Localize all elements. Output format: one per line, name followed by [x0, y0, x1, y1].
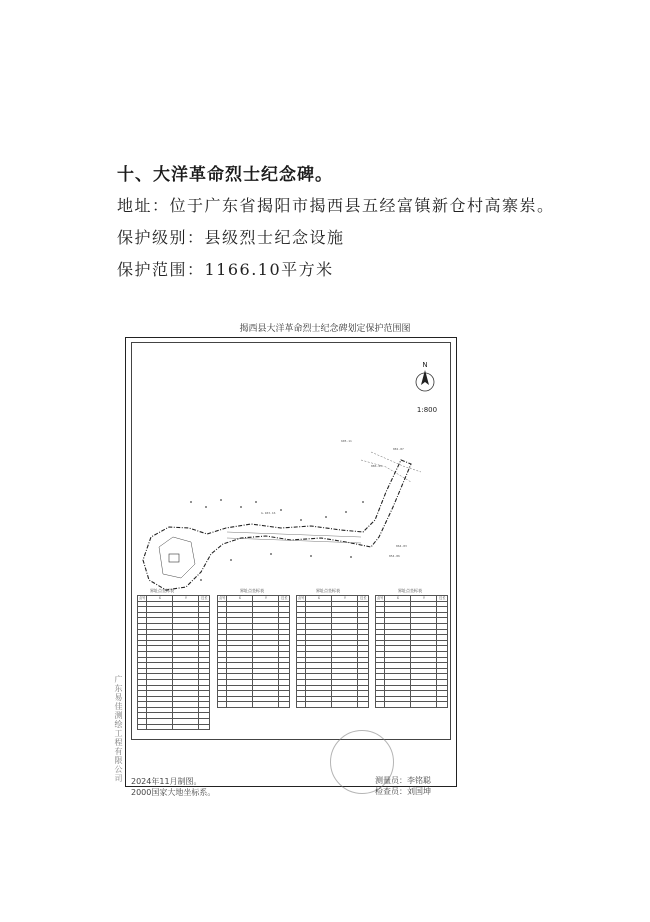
coordinate-table-3: 点号 X Y 边长 — [296, 595, 369, 708]
table-caption-3: 界址点坐标表 — [316, 588, 340, 593]
table-caption-2: 界址点坐标表 — [240, 588, 264, 593]
svg-text:605.11: 605.11 — [341, 439, 352, 443]
address-line: 地址：位于广东省揭阳市揭西县五经富镇新仓村高寨岽。 — [117, 196, 555, 215]
svg-text:854.86: 854.86 — [389, 554, 400, 558]
north-arrow-icon — [416, 361, 434, 391]
scale-label: 1:800 — [416, 406, 438, 414]
coordinate-system: 2000国家大地坐标系。 — [131, 788, 216, 797]
svg-text:886.45: 886.45 — [371, 464, 382, 468]
surveyor: 测量员：李铭聪 — [375, 776, 431, 785]
made-date: 2024年11月制图。 — [131, 777, 202, 786]
coordinate-table-4: 点号 X Y 边长 — [375, 595, 448, 708]
map-title: 揭西县大洋革命烈士纪念碑划定保护范围图 — [239, 324, 411, 334]
protection-level-line: 保护级别：县级烈士纪念设施 — [117, 228, 345, 247]
table-caption-4: 界址点坐标表 — [398, 588, 422, 593]
boundary-map — [131, 342, 451, 592]
coordinate-table-2: 点号 X Y 边长 — [217, 595, 290, 708]
coordinate-table-1: 点号 X Y 边长 — [137, 595, 210, 730]
svg-text:864.83: 864.83 — [396, 544, 407, 548]
checker: 检查员：刘国坤 — [375, 787, 431, 796]
protection-range-line: 保护范围：1166.10平方米 — [117, 260, 334, 279]
svg-text:881.87: 881.87 — [393, 447, 404, 451]
north-label: N — [422, 361, 428, 369]
section-heading: 十、大洋革命烈士纪念碑。 — [117, 165, 333, 185]
table-caption-1: 界址点坐标表 — [150, 588, 174, 593]
svg-text:G-183.16: G-183.16 — [261, 511, 276, 515]
company-side-text: 广东易佳测绘工程有限公司 — [114, 675, 123, 783]
